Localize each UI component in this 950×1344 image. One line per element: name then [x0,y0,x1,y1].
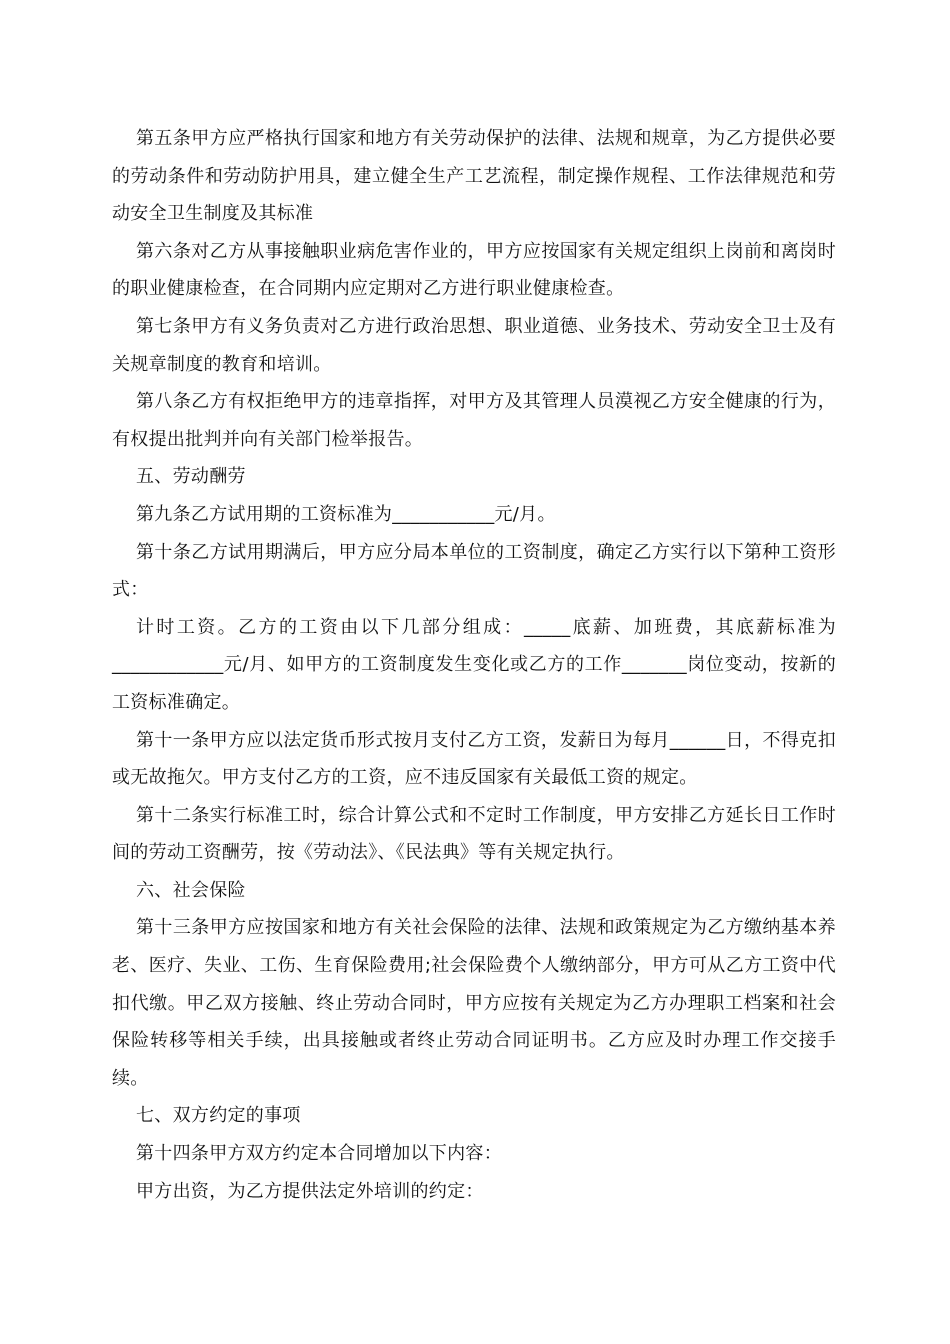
article-6-paragraph: 第六条对乙方从事接触职业病危害作业的，甲方应按国家有关规定组织上岗前和离岗时的职业健康检查，在合同期内应定期对乙方进行职业健康检查。 [112,240,836,300]
article-12-paragraph: 第十二条实行标准工时，综合计算公式和不定时工作制度，甲方安排乙方延长日工作时间的劳动工资酬劳，按《劳动法》、《民法典》等有关规定执行。 [112,804,836,864]
article-9-paragraph: 第九条乙方试用期的工资标准为___________元/月。 [136,503,556,525]
article-14-paragraph: 第十四条甲方双方约定本合同增加以下内容： [136,1143,502,1165]
article-8-paragraph: 第八条乙方有权拒绝甲方的违章指挥，对甲方及其管理人员漠视乙方安全健康的行为，有权提出批判并向有关部门检举报告。 [112,391,836,450]
section-5-heading: 五、劳动酬劳 [136,466,246,488]
section-6-heading: 六、社会保险 [136,879,246,901]
training-agreement-paragraph: 甲方出资，为乙方提供法定外培训的约定： [136,1180,484,1202]
document-body [112,120,836,1210]
section-7-heading: 七、双方约定的事项 [136,1105,301,1127]
article-7-paragraph: 第七条甲方有义务负责对乙方进行政治思想、职业道德、业务技术、劳动安全卫士及有关规章制度的教育和培训。 [112,315,836,375]
article-5-paragraph: 第五条甲方应严格执行国家和地方有关劳动保护的法律、法规和规章，为乙方提供必要的劳动条件和劳动防护用具，建立健全生产工艺流程，制定操作规程、工作法律规范和劳动安全卫生制度及其标准 [112,128,836,225]
article-10-paragraph: 第十条乙方试用期满后，甲方应分局本单位的工资制度，确定乙方实行以下第种工资形式： [112,541,836,601]
article-11-paragraph: 第十一条甲方应以法定货币形式按月支付乙方工资，发薪日为每月______日，不得克扣或无故拖欠。甲方支付乙方的工资，应不违反国家有关最低工资的规定。 [112,729,836,789]
hourly-wage-paragraph: 计时工资。乙方的工资由以下几部分组成：_____底薪、加班费，其底薪标准为____________元/月、如甲方的工资制度发生变化或乙方的工作_______岗位变动，按新的工资标准确定。 [112,616,836,713]
article-13-paragraph: 第十三条甲方应按国家和地方有关社会保险的法律、法规和政策规定为乙方缴纳基本养老、医疗、失业、工伤、生育保险费用;社会保险费个人缴纳部分，甲方可从乙方工资中代扣代缴。甲乙双方接触、终止劳动合同时，甲方应按有关规定为乙方办理职工档案和社会保险转移等相关手续，出具接触或者终止劳动合同证明书。乙方应及时办理工作交接手续。 [112,917,836,1089]
